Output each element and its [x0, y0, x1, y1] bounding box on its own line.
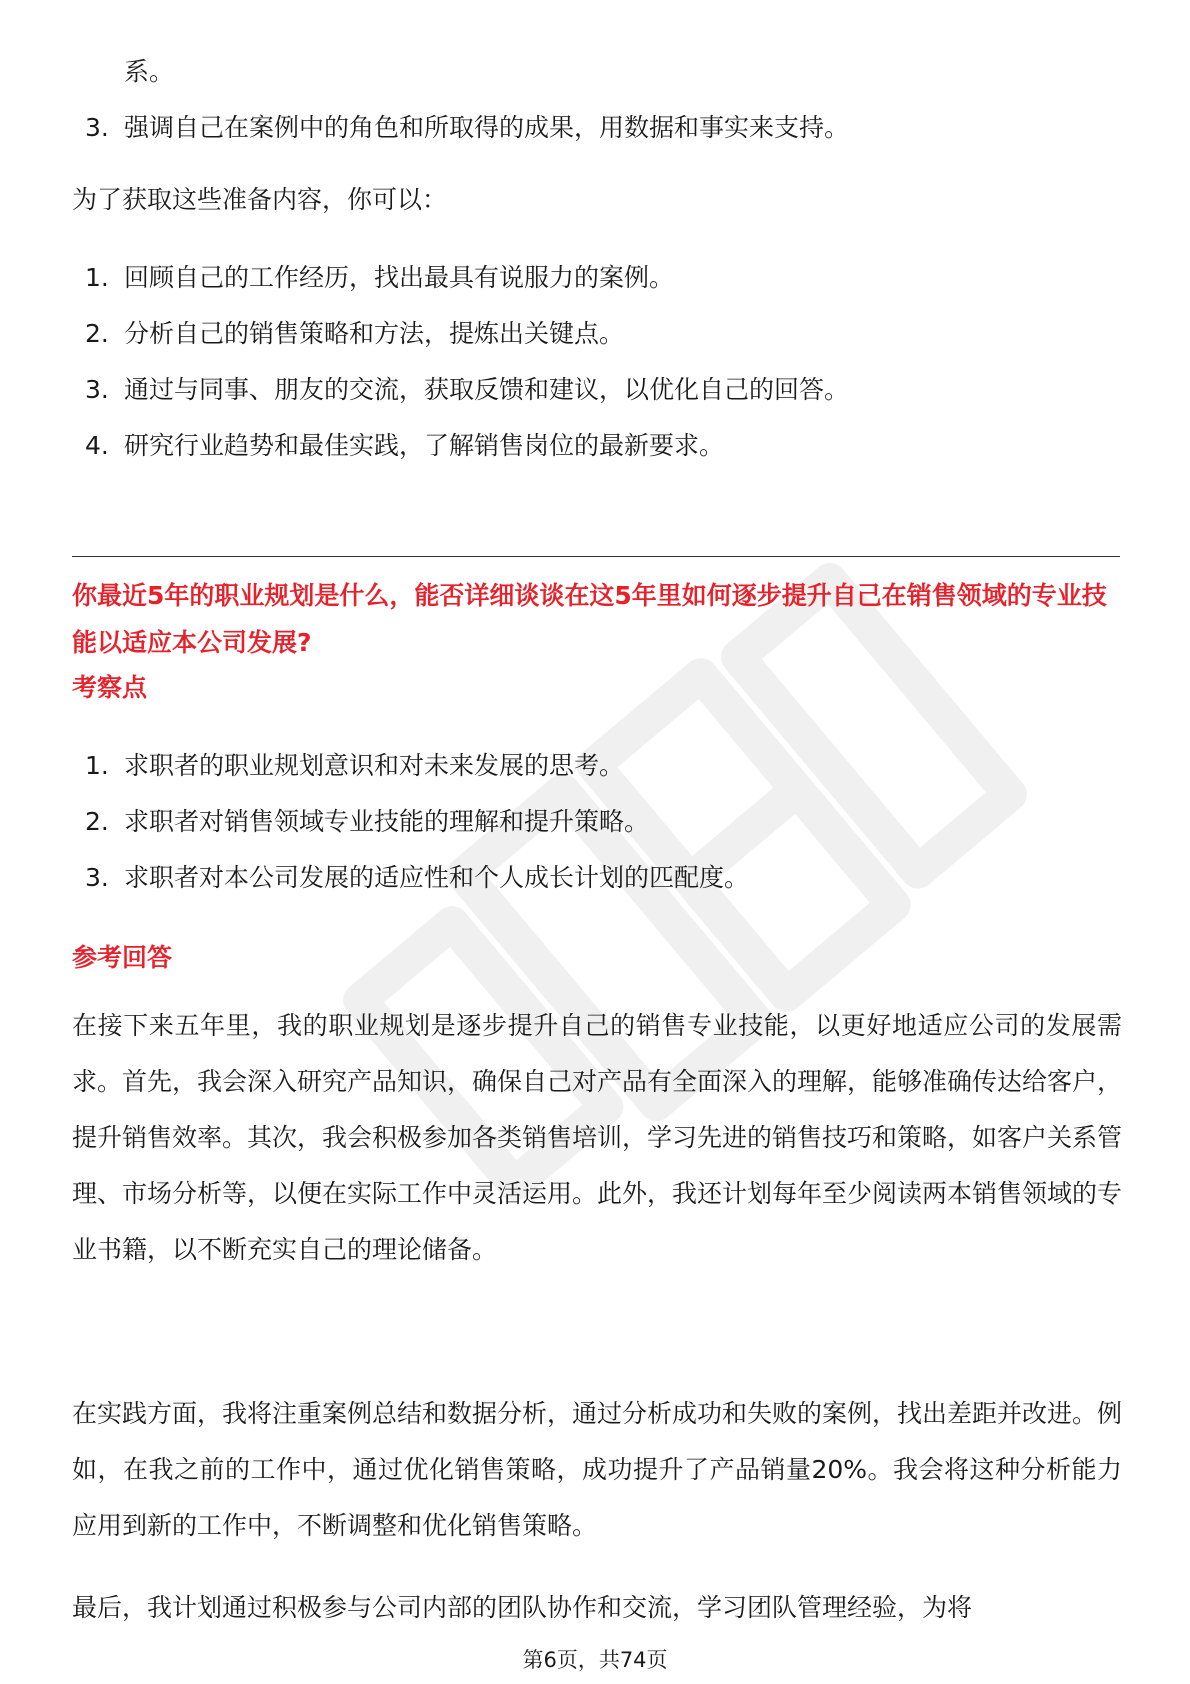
list-number: 4. [85, 431, 109, 460]
list-item-text: 求职者对销售领域专业技能的理解和提升策略。 [124, 807, 650, 836]
list-number: 1. [85, 751, 109, 780]
page-number: 第6页，共74页 [522, 1648, 668, 1672]
list-item-text: 通过与同事、朋友的交流，获取反馈和建议，以优化自己的回答。 [124, 375, 850, 404]
answer-paragraph-1: 在接下来五年里，我的职业规划是逐步提升自己的销售专业技能，以更好地适应公司的发展需求。首先，我会深入研究产品知识，确保自己对产品有全面深入的理解，能够准确传达给客户，提升销售效率。其次，我会积极参加各类销售培训，学习先进的销售技巧和策略，如客户关系管理、市场分析等，以便在实际工作中灵活运用。此外，我还计划每年至少阅读两本销售领域的专业书籍，以不断充实自己的理论储备。 [72, 1011, 1123, 1264]
continuation-text: 系。 [124, 57, 175, 86]
interview-question: 你最近5年的职业规划是什么，能否详细谈谈在这5年里如何逐步提升自己在销售领域的专业技能以适应本公司发展? [72, 581, 1107, 657]
prep-intro: 为了获取这些准备内容，你可以： [72, 185, 448, 214]
previous-list [72, 100, 1120, 156]
list-item [72, 418, 1120, 474]
list-item-text: 求职者的职业规划意识和对未来发展的思考。 [124, 751, 625, 780]
list-number: 3. [85, 863, 109, 892]
list-number: 1. [85, 263, 109, 292]
list-number: 3. [85, 375, 109, 404]
list-item-text: 求职者对本公司发展的适应性和个人成长计划的匹配度。 [124, 863, 750, 892]
list-item-text: 研究行业趋势和最佳实践，了解销售岗位的最新要求。 [124, 431, 725, 460]
list-number: 3. [85, 113, 109, 142]
list-item-text: 分析自己的销售策略和方法，提炼出关键点。 [124, 319, 625, 348]
list-number: 2. [85, 319, 109, 348]
list-item [72, 738, 1120, 794]
answer-paragraph-2: 在实践方面，我将注重案例总结和数据分析，通过分析成功和失败的案例，找出差距并改进。例如，在我之前的工作中，通过优化销售策略，成功提升了产品销量20%。我会将这种分析能力应用到新的工作中，不断调整和优化销售策略。 [72, 1399, 1123, 1540]
list-item [72, 306, 1120, 362]
prep-list [72, 250, 1120, 474]
answer-paragraph-3: 最后，我计划通过积极参与公司内部的团队协作和交流，学习团队管理经验，为将 [72, 1593, 973, 1622]
list-item-text: 回顾自己的工作经历，找出最具有说服力的案例。 [124, 263, 675, 292]
section-divider [72, 556, 1120, 557]
focus-list [72, 738, 1120, 906]
list-item [72, 794, 1120, 850]
list-item [72, 100, 1120, 156]
answer-heading: 参考回答 [72, 943, 173, 972]
list-number: 2. [85, 807, 109, 836]
list-item-text: 强调自己在案例中的角色和所取得的成果，用数据和事实来支持。 [124, 113, 850, 142]
list-item [72, 850, 1120, 906]
list-item [72, 250, 1120, 306]
focus-heading: 考察点 [72, 673, 148, 702]
list-item [72, 362, 1120, 418]
